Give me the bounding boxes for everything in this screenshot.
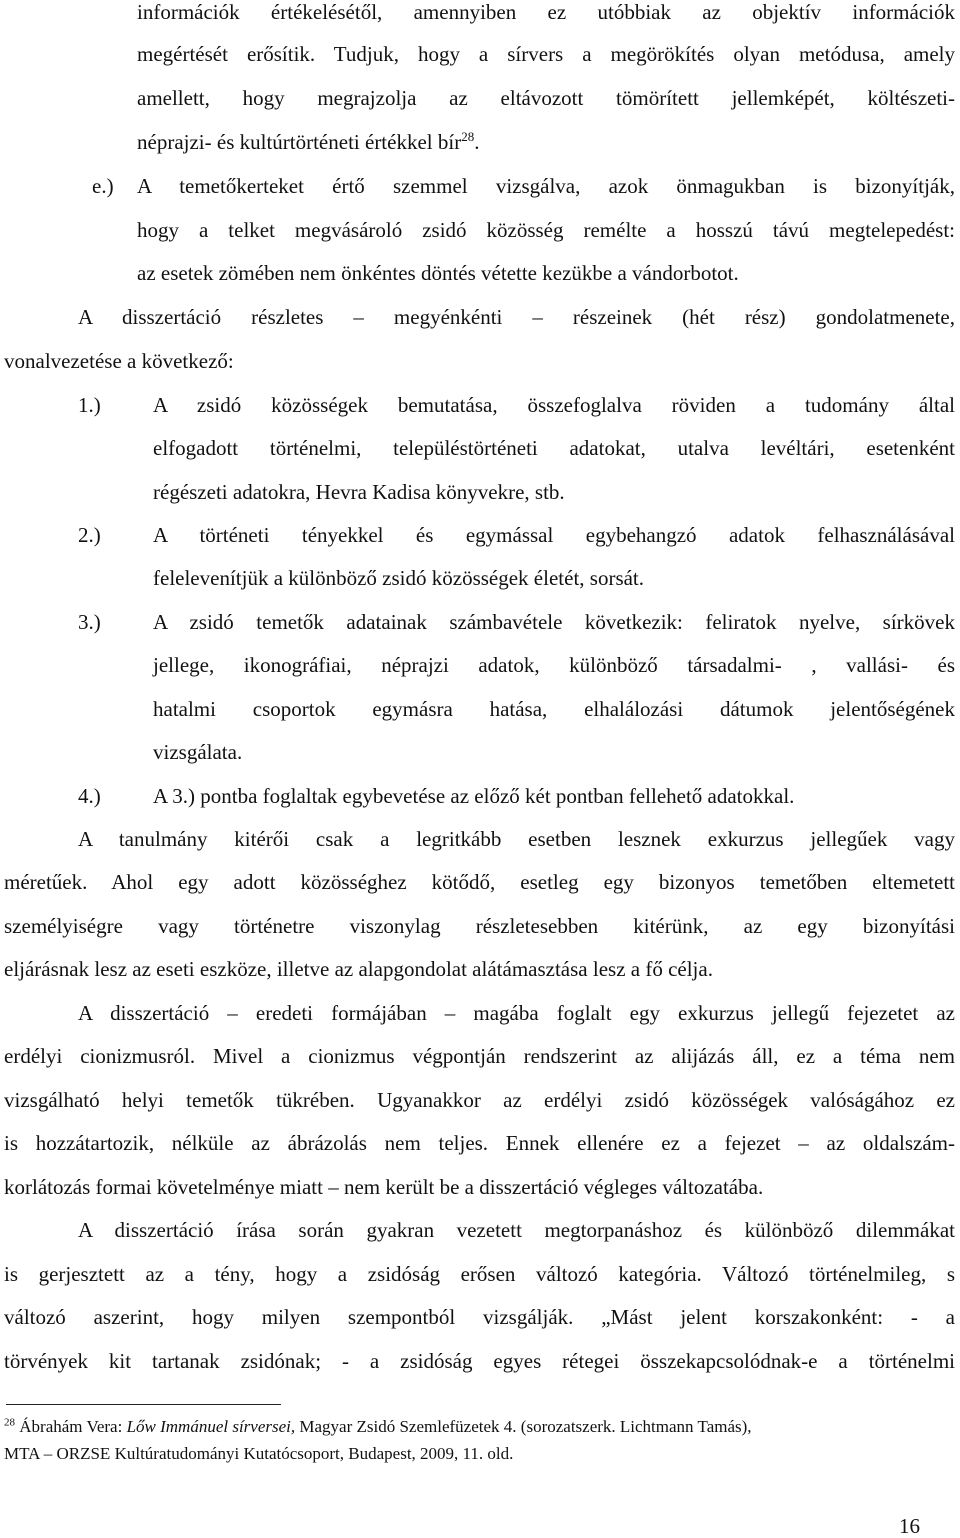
item-e-marker: e.) xyxy=(92,174,114,198)
footnote-reference[interactable]: 28 xyxy=(461,129,475,144)
para-excursions-line-4: eljárásnak lesz az eseti eszköze, illetve az alapgondolat alátámasztása lesz a fő célja. xyxy=(4,957,713,981)
footnote-rest: Magyar Zsidó Szemlefüzetek 4. (sorozatszerk. Lichtmann Tamás), xyxy=(295,1417,752,1436)
footnote-title: Lőw Immánuel sírversei, xyxy=(126,1417,296,1436)
intro-line-4-text: néprajzi- és kultúrtörténeti értékkel bír xyxy=(137,130,462,154)
footnote-number: 28 xyxy=(4,1416,15,1429)
para-zionism-line-4: is hozzátartozik, nélküle az ábrázolás nem teljes. Ennek ellenére ez a fejezet – az oldalszám- xyxy=(4,1131,955,1155)
list-item-2-line-1: A történeti tényekkel és egymással egybehangzó adatok felhasználásával xyxy=(153,523,955,547)
intro-line-4 xyxy=(137,130,479,154)
list-item-1-line-3: régészeti adatokra, Hevra Kadisa könyvekre, stb. xyxy=(153,480,565,504)
para-excursions-line-2: méretűek. Ahol egy adott közösséghez kötődő, esetleg egy bizonyos temetőben eltemetett xyxy=(4,870,955,894)
para-dilemmas-line-3: változó aszerint, hogy milyen szempontból vizsgálják. „Mást jelent korszakonként: - a xyxy=(4,1305,955,1329)
para-dilemmas-line-4: törvények kit tartanak zsidónak; - a zsidóság egyes rétegei összekapcsolódnak-e a történelmi xyxy=(4,1349,955,1373)
list-item-3-marker: 3.) xyxy=(78,610,101,634)
item-e-line-2: hogy a telket megvásároló zsidó közösség remélte a hosszú távú megtelepedést: xyxy=(137,218,955,242)
parts-intro-line-2: vonalvezetése a következő: xyxy=(4,349,234,373)
para-zionism-line-5: korlátozás formai követelménye miatt – nem került be a disszertáció végleges változatába. xyxy=(4,1175,764,1199)
page-number: 16 xyxy=(899,1514,920,1538)
intro-line-4-end: . xyxy=(474,130,480,154)
list-item-1-marker: 1.) xyxy=(78,393,101,417)
footnote-separator xyxy=(6,1404,281,1405)
list-item-3-line-1: A zsidó temetők adatainak számbavétele következik: feliratok nyelve, sírkövek xyxy=(153,610,955,634)
footnote-line-1 xyxy=(4,1416,752,1438)
para-excursions-line-3: személyiségre vagy történetre viszonylag részletesebben kitérünk, az egy bizonyítási xyxy=(4,914,955,938)
list-item-2-line-2: felelevenítjük a különböző zsidó közösségek életét, sorsát. xyxy=(153,566,645,590)
list-item-3-line-3: hatalmi csoportok egymásra hatása, elhalálozási dátumok jelentőségének xyxy=(153,697,955,721)
list-item-3-line-2: jellege, ikonográfiai, néprajzi adatok, különböző társadalmi- , vallási- és xyxy=(153,653,955,677)
list-item-4-marker: 4.) xyxy=(78,784,101,808)
footnote-line-2: MTA – ORZSE Kultúratudományi Kutatócsoport, Budapest, 2009, 11. old. xyxy=(4,1444,514,1463)
para-excursions-line-1: A tanulmány kitérői csak a legritkább esetben lesznek exkurzus jellegűek vagy xyxy=(78,827,955,851)
list-item-3-line-4: vizsgálata. xyxy=(153,740,243,764)
list-item-2-marker: 2.) xyxy=(78,523,101,547)
intro-line-1: információk értékelésétől, amennyiben ez utóbbiak az objektív információk xyxy=(137,0,955,24)
list-item-1-line-1: A zsidó közösségek bemutatása, összefoglalva röviden a tudomány által xyxy=(153,393,955,417)
para-zionism-line-2: erdélyi cionizmusról. Mivel a cionizmus végpontján rendszerint az alijázás áll, ez a téma nem xyxy=(4,1044,955,1068)
para-dilemmas-line-1: A disszertáció írása során gyakran vezetett megtorpanáshoz és különböző dilemmákat xyxy=(78,1218,955,1242)
footnote-author: Ábrahám Vera: xyxy=(19,1417,127,1436)
parts-intro-line-1: A disszertáció részletes – megyénkénti – részeinek (hét rész) gondolatmenete, xyxy=(78,305,955,329)
para-dilemmas-line-2: is gerjesztett az a tény, hogy a zsidóság erősen változó kategória. Változó történelmileg, s xyxy=(4,1262,955,1286)
list-item-4-line-1: A 3.) pontba foglaltak egybevetése az előző két pontban fellehető adatokkal. xyxy=(153,784,795,808)
para-zionism-line-1: A disszertáció – eredeti formájában – magába foglalt egy exkurzus jellegű fejezetet az xyxy=(78,1001,955,1025)
intro-line-2: megértését erősítik. Tudjuk, hogy a sírvers a megörökítés olyan metódusa, amely xyxy=(137,42,955,66)
intro-line-3: amellett, hogy megrajzolja az eltávozott tömörített jellemképét, költészeti- xyxy=(137,86,955,110)
list-item-1-line-2: elfogadott történelmi, településtörténeti adatokat, utalva levéltári, esetenként xyxy=(153,436,955,460)
item-e-line-1: A temetőkerteket értő szemmel vizsgálva, azok önmagukban is bizonyítják, xyxy=(137,174,955,198)
item-e-line-3: az esetek zömében nem önkéntes döntés vétette kezükbe a vándorbotot. xyxy=(137,261,739,285)
para-zionism-line-3: vizsgálható helyi temetők tükrében. Ugyanakkor az erdélyi zsidó közösségek valóságához ez xyxy=(4,1088,955,1112)
